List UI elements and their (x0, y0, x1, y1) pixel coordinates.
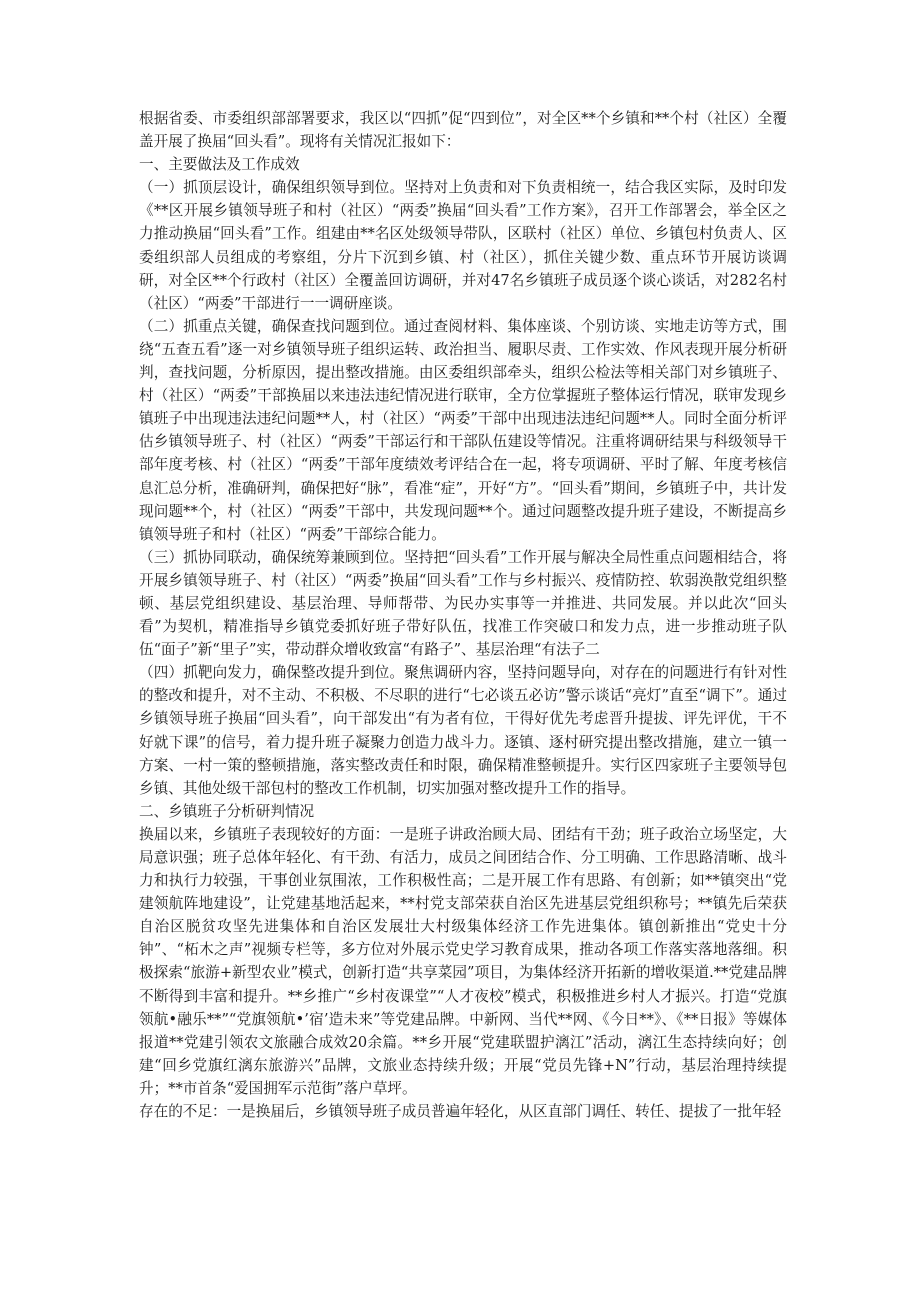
intro-paragraph: 根据省委、市委组织部部署要求，我区以“四抓”促“四到位”，对全区**个乡镇和**个村（社区）全覆盖开展了换届“回头看”。现将有关情况汇报如下： (139, 110, 787, 151)
subsection-paragraph-2: （二）抓重点关键，确保查找问题到位。通过查阅材料、集体座谈、个别访谈、实地走访等方式，围绕“五查五看”逐一对乡镇领导班子组织运转、政治担当、履职尽责、工作实效、作风表现开展分析研判，查找问题，分析原因，提出整改措施。由区委组织部牵头，组织公检法等相关部门对乡镇班子、村（社区）“两委”干部换届以来违法违纪情况进行联审，全方位掌握班子整体运行情况，联审发现乡镇班子中出现违法违纪问题**人，村（社区）“两委”干部中出现违法违纪问题**人。同时全面分析评估乡镇领导班子、村（社区）“两委”干部运行和干部队伍建设等情况。注重将调研结果与科级领导干部年度考核、村（社区）“两委”干部年度绩效考评结合在一起，将专项调研、平时了解、年度考核信息汇总分析，准确研判，确保把好“脉”，看准“症”，开好“方”。“回头看”期间，乡镇班子中，共计发现问题**个，村（社区）“两委”干部中，共发现问题**个。通过问题整改提升班子建设，不断提高乡镇领导班子和村（社区）“两委”干部综合能力。 (139, 317, 787, 543)
analysis-paragraph: 换届以来，乡镇班子表现较好的方面：一是班子讲政治顾大局、团结有干劲；班子政治立场坚定，大局意识强；班子总体年轻化、有干劲、有活力，成员之间团结合作、分工明确、工作思路清晰、战斗力和执行力较强，干事创业氛围浓，工作积极性高；二是开展工作有思路、有创新；如**镇突出“党建领航阵地建设”，让党建基地活起来，**村党支部荣获自治区先进基层党组织称号；**镇先后荣获自治区脱贫攻坚先进集体和自治区发展壮大村级集体经济工作先进集体。镇创新推出“党史十分钟”、“柘木之声”视频专栏等，多方位对外展示党史学习教育成果，推动各项工作落实落地落细。积极探索“旅游+新型农业”模式，创新打造“共享菜园”项目，为集体经济开拓新的增收渠道.**党建品牌不断得到丰富和提升。**乡推广“乡村夜课堂”“人才夜校”模式，积极推进乡村人才振兴。打造“党旗领航•融乐**”“党旗领航•’宿’造未来”等党建品牌。中新网、当代**网、《今日**》、《**日报》等媒体报道**党建引领农文旅融合成效20余篇。**乡开展“党建联盟护漓江”活动，漓江生态持续向好；创建“回乡党旗红漓东旅游兴”品牌，文旅业态持续升级；开展“党员先锋+N”行动，基层治理持续提升；**市首条“爱国拥军示范街”落户草坪。 (139, 825, 787, 1097)
section-heading-2: 二、乡镇班子分析研判情况 (139, 802, 315, 820)
section-heading-1: 一、主要做法及工作成效 (139, 156, 300, 174)
subsection-paragraph-3: （三）抓协同联动，确保统筹兼顾到位。坚持把“回头看”工作开展与解决全局性重点问题相结合，将开展乡镇领导班子、村（社区）“两委”换届“回头看”工作与乡村振兴、疫情防控、软弱涣散党组织整顿、基层党组织建设、基层治理、导师帮带、为民办实事等一并推进、共同发展。并以此次“回头看”为契机，精准指导乡镇党委抓好班子带好队伍，找准工作突破口和发力点，进一步推动班子队伍“面子”新“里子”实，带动群众增收致富“有路子”、基层治理“有法子二 (139, 548, 787, 659)
subsection-paragraph-1: （一）抓顶层设计，确保组织领导到位。坚持对上负责和对下负责相统一，结合我区实际，及时印发《**区开展乡镇领导班子和村（社区）“两委”换届“回头看”工作方案》，召开工作部署会，举全区之力推动换届“回头看”工作。组建由**名区处级领导带队，区联村（社区）单位、乡镇包村负责人、区委组织部人员组成的考察组，分片下沉到乡镇、村（社区），抓住关键少数、重点环节开展访谈调研，对全区**个行政村（社区）全覆盖回访调研，并对47名乡镇班子成员逐个谈心谈话，对282名村（社区）“两委”干部进行一一调研座谈。 (139, 179, 787, 312)
document-page (139, 107, 787, 1123)
shortcomings-paragraph: 存在的不足：一是换届后，乡镇领导班子成员普遍年轻化，从区直部门调任、转任、提拔了一批年轻 (139, 1103, 782, 1121)
subsection-paragraph-4: （四）抓靶向发力，确保整改提升到位。聚焦调研内容，坚持问题导向，对存在的问题进行有针对性的整改和提升，对不主动、不积极、不尽职的进行“七必谈五必访”警示谈话“亮灯”直至“调下”。通过乡镇领导班子换届“回头看”，向干部发出“有为者有位，干得好优先考虑晋升提拔、评先评优，干不好就下课”的信号，着力提升班子凝聚力创造力战斗力。逐镇、逐村研究提出整改措施，建立一镇一方案、一村一策的整顿措施，落实整改责任和时限，确保精准整顿提升。实行区四家班子主要领导包乡镇、其他处级干部包村的整改工作机制，切实加强对整改提升工作的指导。 (139, 664, 787, 797)
